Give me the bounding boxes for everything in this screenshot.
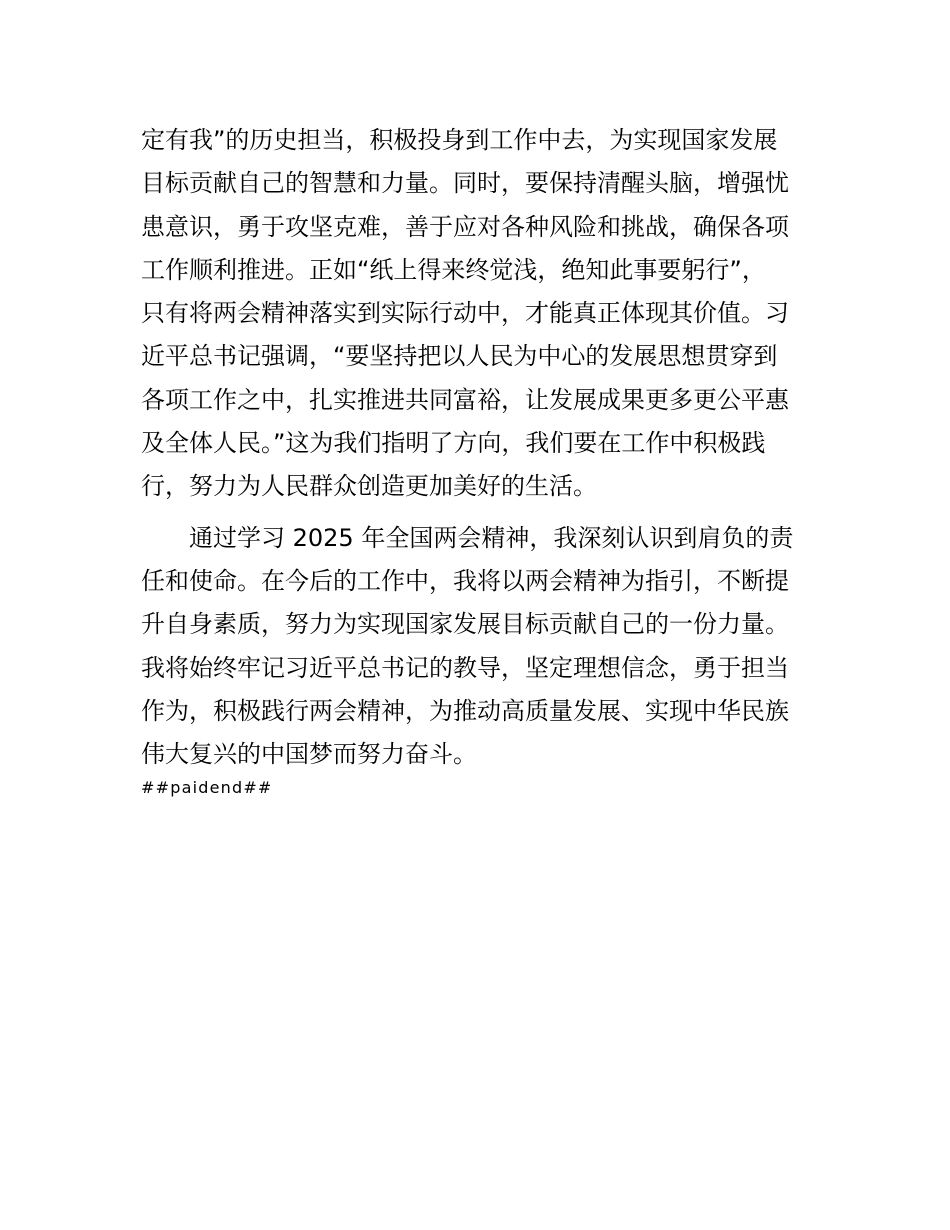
paragraph-line: 患意识，勇于攻坚克难，善于应对各种风险和挑战，确保各项 (141, 212, 789, 241)
paragraph-2 (141, 517, 811, 777)
paragraph-line: 定有我”的历史担当，积极投身到工作中去，为实现国家发展 (141, 126, 778, 154)
paragraph-line: 通过学习 2025 年全国两会精神，我深刻认识到肩负的责 (141, 523, 794, 552)
paragraph-line: 只有将两会精神落实到实际行动中，才能真正体现其价值。习 (141, 299, 789, 328)
paragraph-line: 各项工作之中，扎实推进共同富裕，让发展成果更多更公平惠 (141, 385, 789, 414)
paragraph-line: 我将始终牢记习近平总书记的教导，坚定理想信念，勇于担当 (141, 653, 789, 682)
paragraph-line: 工作顺利推进。正如“纸上得来终觉浅，绝知此事要躬行”， (141, 255, 766, 284)
paragraph-line: 近平总书记强调，“要坚持把以人民为中心的发展思想贯穿到 (141, 342, 778, 371)
paragraph-line: 任和使命。在今后的工作中，我将以两会精神为指引，不断提 (141, 566, 789, 595)
paragraph-spacing (141, 509, 811, 517)
paragraph-line: 伟大复兴的中国梦而努力奋斗。 (141, 740, 477, 769)
end-marker: ##paidend## (141, 778, 273, 798)
document-body (141, 119, 811, 800)
paragraph-1 (141, 119, 811, 509)
paragraph-line: 行，努力为人民群众创造更加美好的生活。 (141, 472, 597, 501)
paragraph-line: 及全体人民。”这为我们指明了方向，我们要在工作中积极践 (141, 429, 766, 458)
paragraph-line: 作为，积极践行两会精神，为推动高质量发展、实现中华民族 (141, 696, 789, 725)
paragraph-line: 目标贡献自己的智慧和力量。同时，要保持清醒头脑，增强忧 (141, 169, 789, 198)
paragraph-line: 升自身素质，努力为实现国家发展目标贡献自己的一份力量。 (141, 610, 789, 639)
